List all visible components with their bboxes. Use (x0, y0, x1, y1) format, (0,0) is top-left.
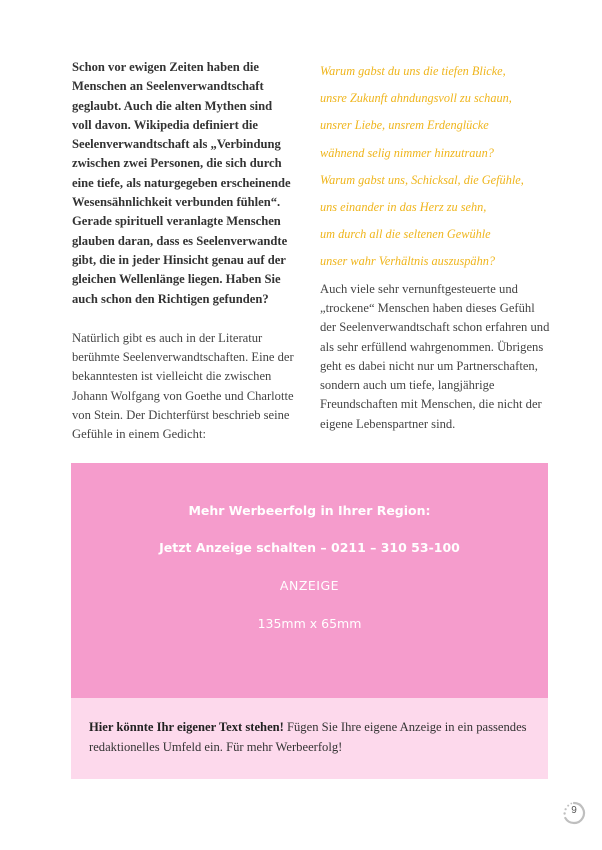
poem-line: unsre Zukunft ahndungsvoll zu schaun, (320, 91, 512, 106)
page-marker (561, 800, 587, 826)
poem-line: um durch all die seltenen Gewühle (320, 227, 491, 242)
article-paragraph-literature: Natürlich gibt es auch in der Literatur berühmte Seelenverwandtschaften. Eine der bekanntesten ist vielleicht die zwischen Johann Wolfgang von Goethe und Charlotte von Stein. Der Dichterfürst beschrieb seine Gefühle in einem Gedicht: (72, 330, 294, 442)
article-intro: Schon vor ewigen Zeiten haben die Menschen an Seelenverwandtschaft geglaubt. Auch die alten Mythen sind voll davon. Wikipedia definiert die Seelenverwandtschaft als „Verbindung zwischen zwei Personen, die sich durch eine tiefe, als naturgegeben erscheinende Wesensähnlichkeit verbunden fühlen“. Gerade spirituell veranlagte Menschen glauben daran, dass es Seelenverwandte gibt, die in jeder Hinsicht genau auf der gleichen Wellenlänge liegen. Haben Sie auch schon den Richtigen gefunden? (72, 60, 291, 306)
article-paragraph-rational: Auch viele sehr vernunftgesteuerte und „trockene“ Menschen haben dieses Gefühl der Seelenverwandtschaft schon erfahren und als sehr erfüllend wahrgenommen. Übrigens geht es dabei nicht nur um Partnerschaften, sondern auch um tiefe, langjährige Freundschaften mit Menschen, die nicht der eigene Lebenspartner sind. (320, 281, 550, 431)
promo-text (89, 718, 534, 757)
ad-phone-line: Jetzt Anzeige schalten – 0211 – 310 53-100 (159, 540, 460, 555)
promo-headline: Hier könnte Ihr eigener Text stehen! (89, 720, 284, 734)
ad-label: ANZEIGE (279, 578, 340, 593)
article-right-column (320, 58, 552, 434)
poem-line: uns einander in das Herz zu sehn, (320, 200, 487, 215)
goethe-poem (320, 58, 552, 276)
article-left-column (72, 58, 294, 445)
promo-box (71, 698, 548, 779)
poem-line: Warum gabst du uns die tiefen Blicke, (320, 64, 506, 78)
advertisement-placeholder[interactable] (71, 463, 548, 698)
ad-headline: Mehr Werbeerfolg in Ihrer Region: (188, 503, 431, 518)
poem-line: unser wahr Verhältnis auszuspähn? (320, 254, 496, 269)
poem-line: unsrer Liebe, unsrem Erdenglücke (320, 118, 489, 133)
poem-line: wähnend selig nimmer hinzutraun? (320, 145, 494, 160)
promo-body: Fügen Sie Ihre eigene Anzeige in ein passendes redaktionelles Umfeld ein. Für mehr Werbeerfolg! (89, 720, 527, 754)
ad-size: 135mm x 65mm (257, 616, 362, 631)
page-number: 9 (571, 805, 577, 816)
poem-line: Warum gabst uns, Schicksal, die Gefühle, (320, 172, 524, 187)
